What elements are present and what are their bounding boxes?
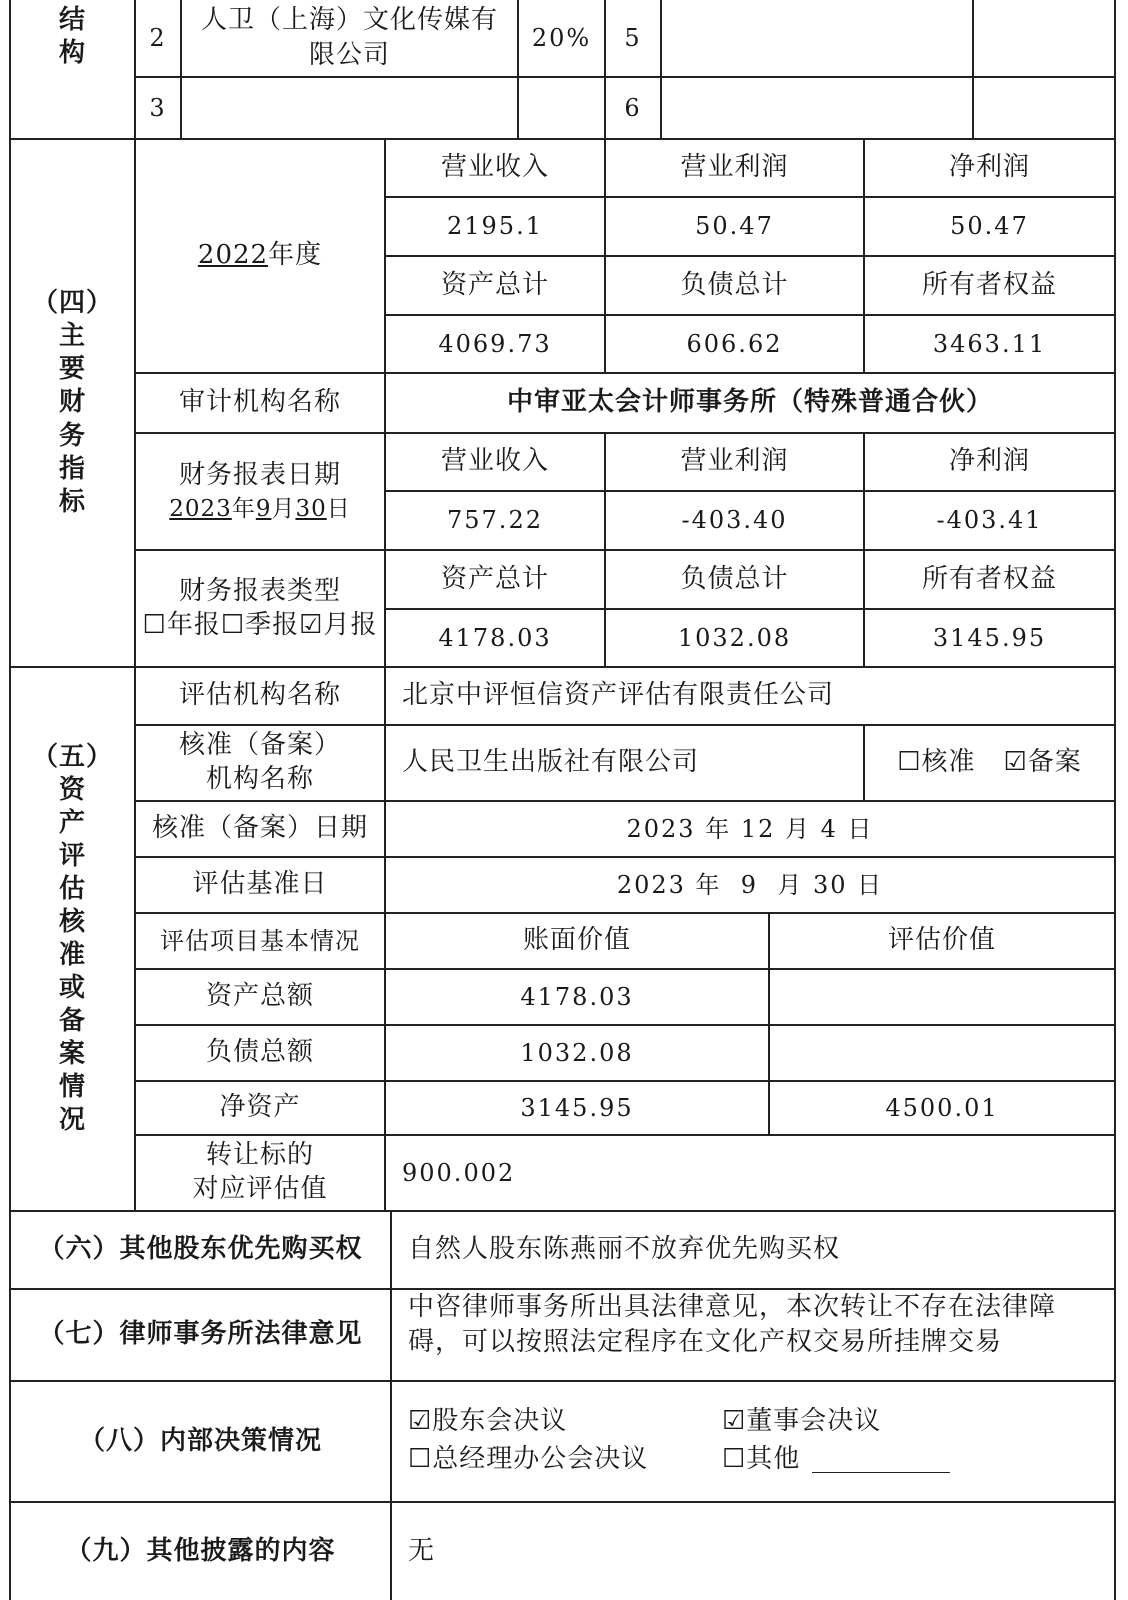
shareholder-percentage [519,78,604,138]
approval-date-label: 核准（备案）日期 [151,813,368,844]
section-8-label: （八）内部决策情况 [78,1425,322,1456]
filing-checkbox[interactable]: ☑备案 [1003,747,1082,778]
eval-org-value: 北京中评恒信资产评估有限责任公司 [402,680,835,711]
report-date-value [169,494,350,525]
eval-org-label: 评估机构名称 [178,680,341,711]
approval-org-value: 人民卫生出版社有限公司 [402,747,700,778]
eval-item-book-value: 1032.08 [520,1038,634,1067]
header-operating-profit: 营业利润 [680,446,789,477]
audit-org-label: 审计机构名称 [178,387,341,418]
header-owners-equity: 所有者权益 [921,269,1057,300]
section-4-label-char: 指 [58,453,86,484]
target-eval-value: 900.002 [402,1158,516,1187]
section-5-label-char: 评 [58,840,86,871]
shareholder-percentage: 20% [531,23,592,52]
report-date-label: 财务报表日期 [178,460,341,491]
other-blank-line[interactable] [812,1472,950,1473]
audit-org-value: 中审亚太会计师事务所（特殊普通合伙） [506,387,993,418]
header-net-profit: 净利润 [948,152,1030,183]
report-date-unit-year: 年 [231,495,256,522]
approval-type-options [865,726,1114,800]
eval-item-name: 净资产 [219,1092,301,1123]
report-date-day: 30 [295,495,327,522]
approval-checkbox[interactable]: ☐核准 [897,747,976,778]
section-9-label: （九）其他披露的内容 [65,1535,336,1566]
report-type-options [143,609,378,643]
eval-item-book-value: 4178.03 [520,982,634,1011]
section-5-label-char: 情 [58,1072,86,1103]
period-owners-equity: 3145.95 [932,623,1047,652]
book-value-header: 账面价值 [522,925,631,956]
approval-org-label [136,726,384,800]
report-date-unit-day: 日 [326,495,351,522]
approval-org-label-line: 核准（备案） [178,730,341,761]
annual-total-assets: 4069.73 [438,329,552,358]
decision-options [392,1382,1114,1501]
period-total-liabilities: 1032.08 [677,623,792,652]
section-3-label [11,0,134,138]
eval-item-book-value: 3145.95 [520,1093,634,1122]
approval-date-value: 2023 年 12 月 4 日 [626,814,874,843]
header-owners-equity: 所有者权益 [921,563,1057,594]
section-5-label-char: 资 [58,774,86,805]
target-eval-label [136,1136,384,1210]
section-4-label-char: 财 [58,387,86,418]
report-type-label: 财务报表类型 [178,575,341,606]
section-7-value-line: 碍，可以按照法定程序在文化产权交易所挂牌交易 [408,1327,1003,1358]
eval-item-eval-value: 4500.01 [885,1093,999,1122]
section-7-label: （七）律师事务所法律意见 [38,1319,363,1350]
eval-item-name: 负债总额 [205,1037,314,1068]
shareholder-name: 人卫（上海）文化传媒有限公司 [200,4,498,70]
section-5-label-char: 或 [58,973,86,1004]
section-4-label-char: （四） [31,287,113,318]
shareholder-name [182,78,517,138]
section-3-label-char: 构 [58,38,86,69]
header-net-profit: 净利润 [948,446,1030,477]
section-7-value [392,1290,1114,1380]
period-operating-profit: -403.40 [681,506,788,535]
eval-item-name: 资产总额 [205,981,314,1012]
period-total-assets: 4178.03 [438,623,552,652]
section-5-label-char: 况 [58,1105,86,1136]
shareholder-no: 3 [149,93,167,122]
header-total-liabilities: 负债总计 [680,269,789,300]
report-date-cell [136,434,384,549]
annual-operating-profit: 50.47 [695,212,774,241]
section-5-label-char: （五） [31,741,113,772]
fiscal-year-label [136,140,384,372]
section-5-label [11,668,134,1210]
period-net-profit: -403.41 [936,506,1043,535]
fiscal-year-value: 2022 [197,240,269,271]
section-9-value: 无 [408,1535,436,1566]
target-eval-label-line: 对应评估值 [192,1174,328,1204]
section-4-label-char: 要 [58,354,86,385]
section-6-label: （六）其他股东优先购买权 [38,1234,363,1265]
other-checkbox[interactable]: ☐其他 [722,1444,801,1474]
header-revenue: 营业收入 [440,446,549,477]
section-5-label-char: 产 [58,807,86,838]
section-3-label-char: 结 [58,5,86,35]
section-6-value: 自然人股东陈燕丽不放弃优先购买权 [408,1234,841,1265]
approval-org-label-line: 机构名称 [205,764,314,794]
section-4-label-char: 标 [58,487,86,518]
section-7-value-line: 中咨律师事务所出具法律意见，本次转让不存在法律障 [408,1292,1057,1322]
header-total-liabilities: 负债总计 [680,563,789,594]
annual-owners-equity: 3463.11 [932,329,1047,358]
shareholder-no: 5 [624,23,642,52]
header-total-assets: 资产总计 [440,269,549,300]
eval-item-header: 评估项目基本情况 [160,926,360,955]
base-date-label: 评估基准日 [192,869,328,900]
board-meeting-checkbox[interactable]: ☑董事会决议 [722,1406,882,1436]
report-date-year: 2023 [169,495,232,522]
period-revenue: 757.22 [447,506,543,535]
target-eval-label-line: 转让标的 [205,1140,314,1171]
shareholder-meeting-checkbox[interactable]: ☑股东会决议 [408,1406,568,1436]
header-operating-profit: 营业利润 [680,152,789,183]
section-5-label-char: 估 [58,873,86,904]
section-5-label-char: 准 [58,940,86,970]
eval-item-eval-value [770,1026,1114,1080]
annual-net-profit: 50.47 [950,212,1029,241]
report-type-quarterly-checkbox[interactable]: ☐季报 [220,609,300,640]
report-type-monthly-checkbox[interactable]: ☑月报 [299,609,378,640]
section-5-label-char: 备 [58,1006,86,1037]
header-revenue: 营业收入 [440,152,549,183]
shareholder-no: 6 [624,93,642,122]
section-4-label-char: 务 [58,420,86,451]
section-4-label [11,140,134,666]
gm-office-meeting-checkbox[interactable]: ☐总经理办公会决议 [408,1444,649,1474]
annual-revenue: 2195.1 [447,212,543,241]
section-5-label-char: 案 [58,1039,86,1070]
report-date-unit-month: 月 [271,495,296,522]
report-type-annual-checkbox[interactable]: ☐年报 [142,609,221,640]
eval-item-eval-value [770,970,1114,1024]
eval-value-header: 评估价值 [887,925,996,956]
header-total-assets: 资产总计 [440,563,549,594]
annual-total-liabilities: 606.62 [686,329,783,358]
section-5-label-char: 核 [58,906,86,937]
section-4-label-char: 主 [58,320,86,351]
base-date-value: 2023 年 9 月 30 日 [616,870,884,899]
report-type-cell [136,551,384,666]
shareholder-no: 2 [149,23,167,52]
fiscal-year-suffix: 年度 [268,240,323,271]
report-date-month: 9 [255,495,272,522]
